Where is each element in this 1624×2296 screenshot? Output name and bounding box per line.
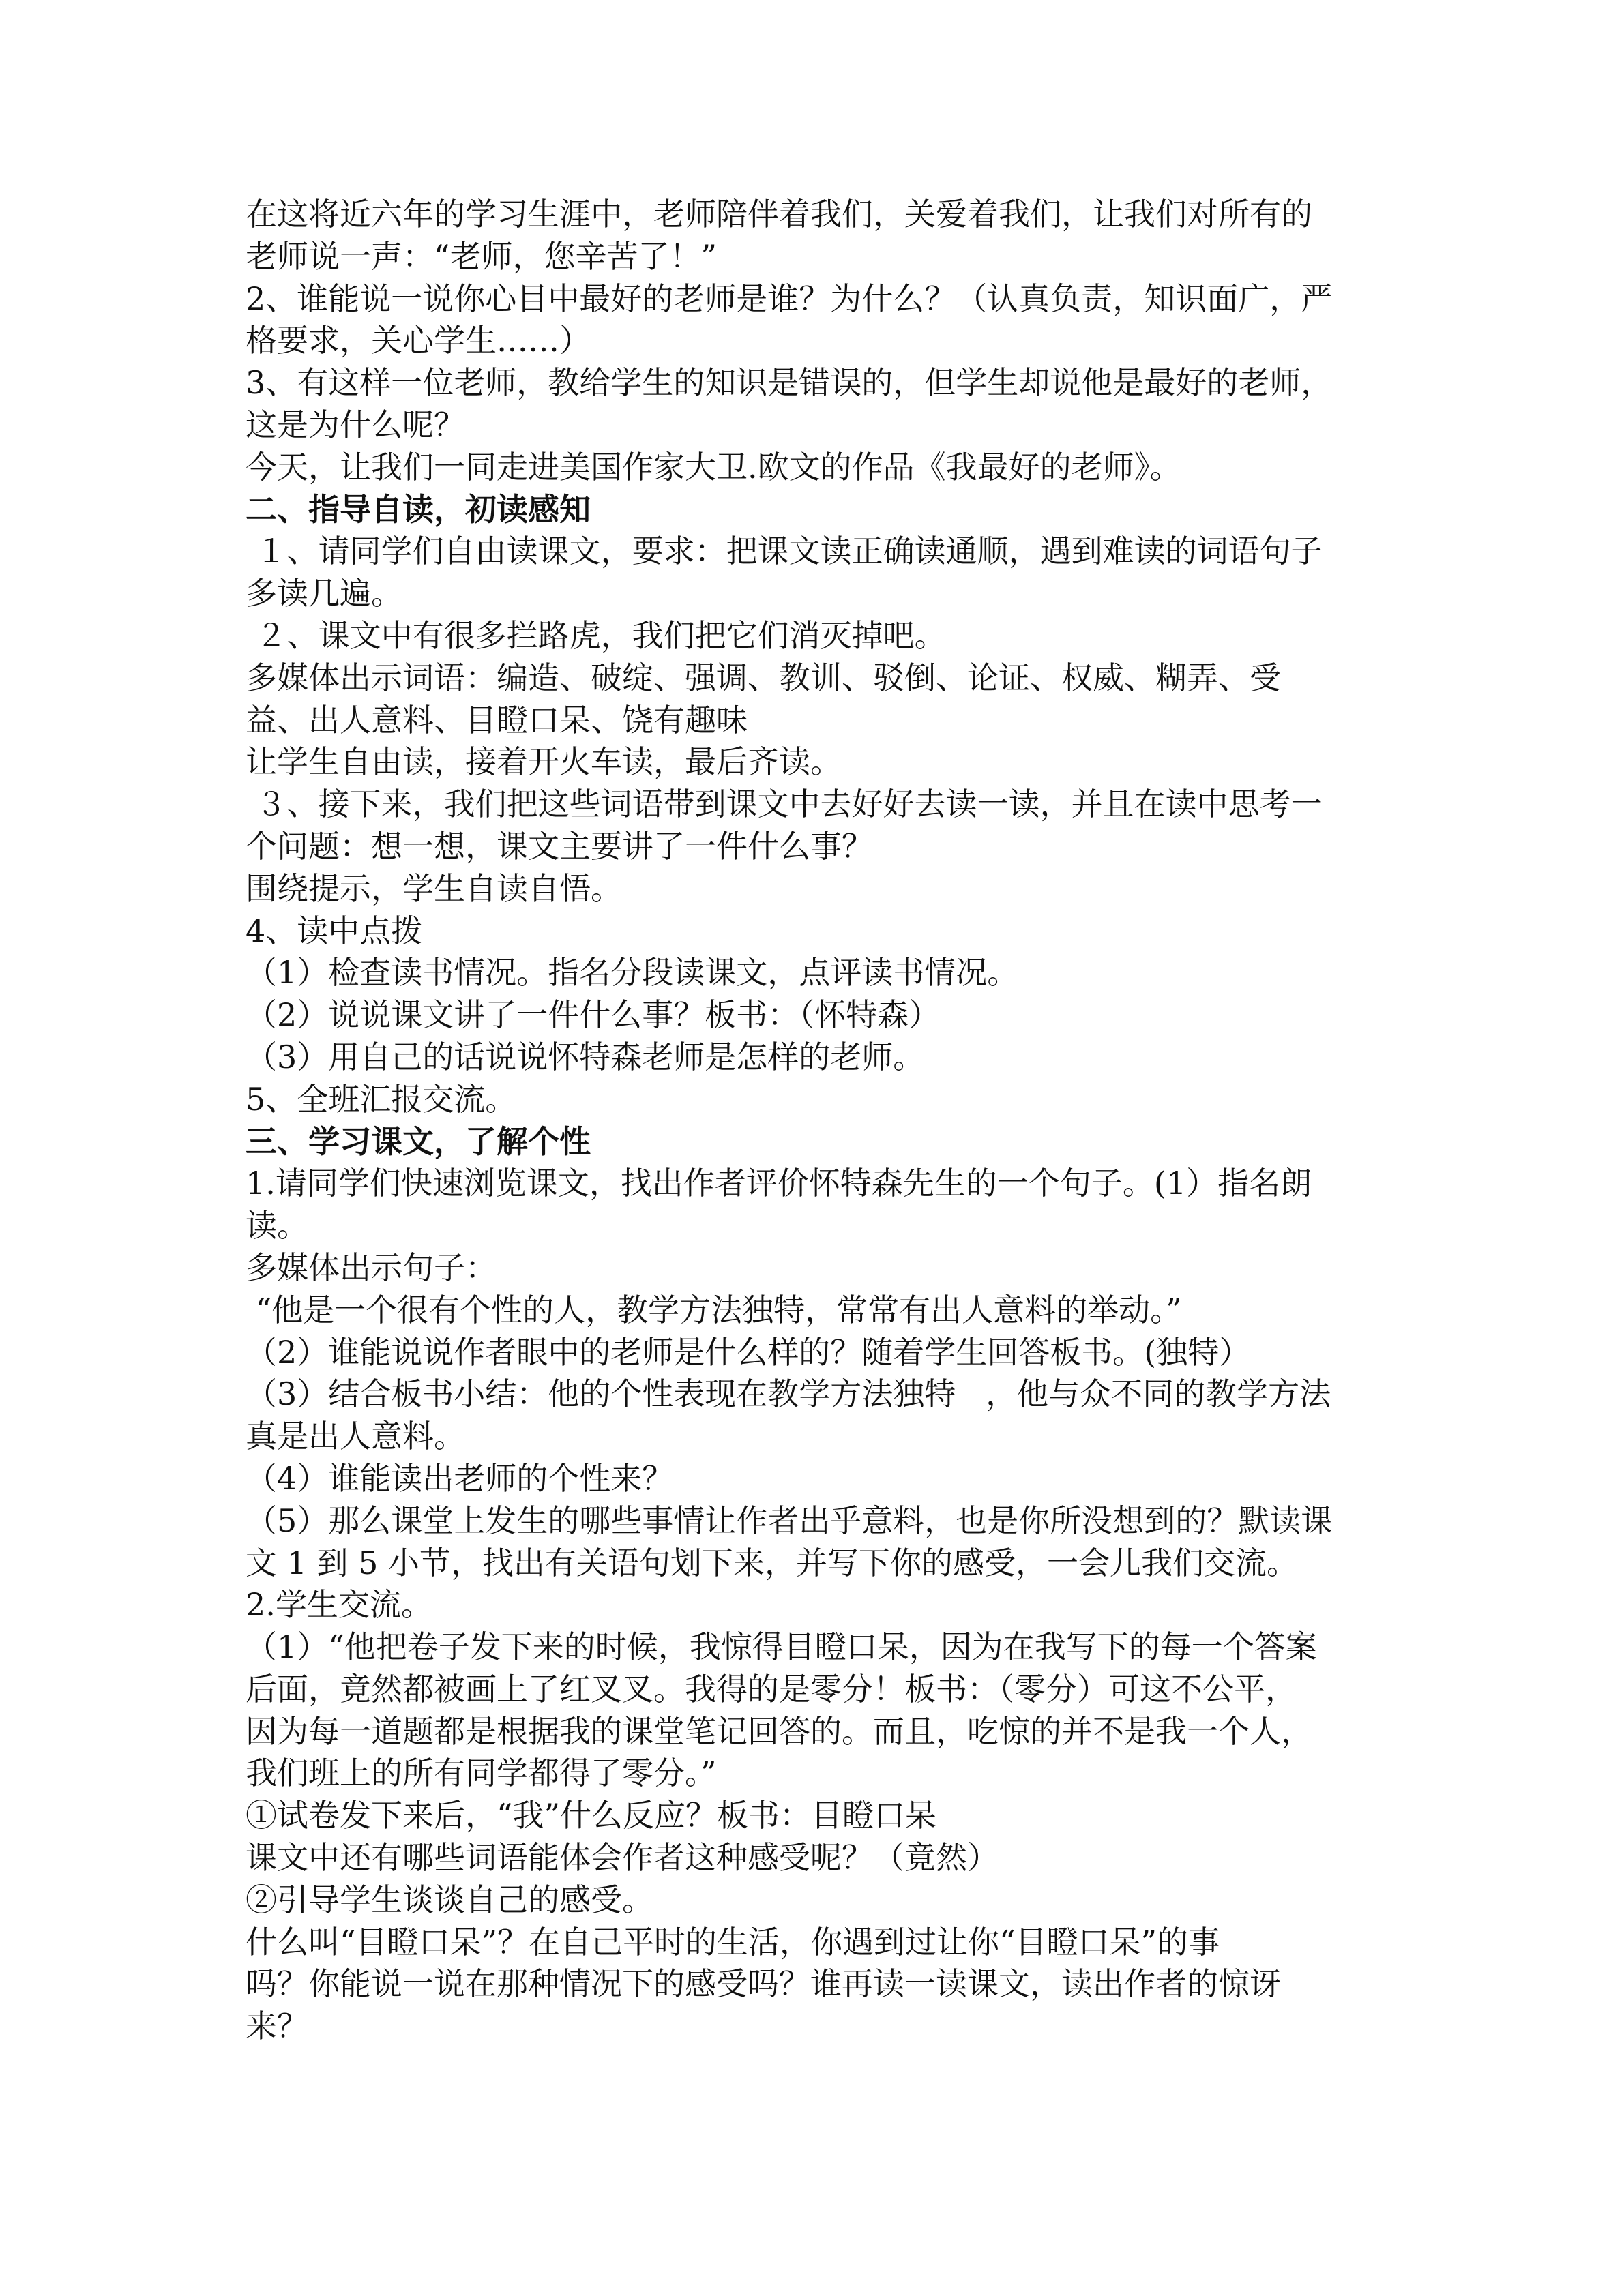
body-text-line: 吗？你能说一说在那种情况下的感受吗？谁再读一读课文，读出作者的惊讶 xyxy=(246,1965,1281,2003)
body-text-line: （3）结合板书小结：他的个性表现在教学方法独特 ，他与众不同的教学方法 xyxy=(246,1375,1331,1413)
section-heading: 二、指导自读，初读感知 xyxy=(246,490,591,528)
body-text-line: ２、课文中有很多拦路虎，我们把它们消灭掉吧。 xyxy=(246,616,946,654)
body-text-line: 让学生自由读，接着开火车读，最后齐读。 xyxy=(246,743,842,781)
body-text-line: １、请同学们自由读课文，要求：把课文读正确读通顺，遇到难读的词语句子 xyxy=(246,533,1323,570)
body-text-line: ①试卷发下来后，“我”什么反应？板书：目瞪口呆 xyxy=(246,1797,937,1834)
body-text-line: 文 1 到 5 小节，找出有关语句划下来，并写下你的感受，一会儿我们交流。 xyxy=(246,1544,1299,1581)
body-text-line: （1）“他把卷子发下来的时候，我惊得目瞪口呆，因为在我写下的每一个答案 xyxy=(246,1628,1317,1666)
body-text-line: 老师说一声：“老师，您辛苦了！” xyxy=(246,237,718,275)
body-text-line: 1.请同学们快速浏览课文，找出作者评价怀特森先生的一个句子。(1）指名朗 xyxy=(246,1165,1312,1202)
body-text-line: （4）谁能读出老师的个性来？ xyxy=(246,1459,674,1497)
body-text-line: 多读几遍。 xyxy=(246,575,402,612)
body-text-line: （2）谁能说说作者眼中的老师是什么样的？随着学生回答板书。(独特） xyxy=(246,1333,1251,1371)
body-text-line: 后面，竟然都被画上了红叉叉。我得的是零分！板书：（零分）可这不公平， xyxy=(246,1670,1297,1708)
body-text-line: 我们班上的所有同学都得了零分。” xyxy=(246,1755,717,1792)
body-text-line: ３、接下来，我们把这些词语带到课文中去好好去读一读，并且在读中思考一 xyxy=(246,786,1323,823)
body-text-line: 益、出人意料、目瞪口呆、饶有趣味 xyxy=(246,701,748,739)
body-text-line: 个问题：想一想，课文主要讲了一件什么事？ xyxy=(246,827,873,865)
body-text-line: 3、有这样一位老师，教给学生的知识是错误的，但学生却说他是最好的老师， xyxy=(246,364,1333,402)
body-text-line: 这是为什么呢？ xyxy=(246,406,465,443)
body-text-line: 课文中还有哪些词语能体会作者这种感受呢？（竟然） xyxy=(246,1839,999,1877)
body-text-line: 读。 xyxy=(246,1207,308,1244)
body-text-line: ②引导学生谈谈自己的感受。 xyxy=(246,1881,653,1918)
body-text-line: （1）检查读书情况。指名分段读课文，点评读书情况。 xyxy=(246,954,1019,992)
body-text-line: 4、读中点拨 xyxy=(246,912,423,949)
body-text-line: （5）那么课堂上发生的哪些事情让作者出乎意料，也是你所没想到的？默读课 xyxy=(246,1502,1333,1539)
document-page xyxy=(246,194,1385,2048)
body-text-line: 在这将近六年的学习生涯中，老师陪伴着我们，关爱着我们，让我们对所有的 xyxy=(246,196,1312,233)
body-text-line: （3）用自己的话说说怀特森老师是怎样的老师。 xyxy=(246,1038,925,1075)
body-text-line: 格要求，关心学生……） xyxy=(246,322,591,359)
body-text-line: 多媒体出示句子： xyxy=(246,1249,497,1286)
body-text-line: “他是一个很有个性的人，教学方法独特，常常有出人意料的举动。” xyxy=(246,1291,1182,1328)
body-text-line: 多媒体出示词语：编造、破绽、强调、教训、驳倒、论证、权威、糊弄、受 xyxy=(246,659,1281,696)
body-text-line: 什么叫“目瞪口呆”？在自己平时的生活，你遇到过让你“目瞪口呆”的事 xyxy=(246,1923,1220,1960)
body-text-line: （2）说说课文讲了一件什么事？板书：（怀特森） xyxy=(246,996,941,1034)
section-heading: 三、学习课文，了解个性 xyxy=(246,1122,591,1160)
body-text-line: 2.学生交流。 xyxy=(246,1586,432,1624)
body-text-line: 真是出人意料。 xyxy=(246,1418,465,1455)
body-text-line: 围绕提示，学生自读自悟。 xyxy=(246,869,622,907)
body-text-line: 5、全班汇报交流。 xyxy=(246,1080,517,1118)
body-text-line: 来？ xyxy=(246,2008,308,2045)
body-text-line: 今天，让我们一同走进美国作家大卫.欧文的作品《我最好的老师》。 xyxy=(246,448,1181,486)
body-text-line: 因为每一道题都是根据我的课堂笔记回答的。而且，吃惊的并不是我一个人， xyxy=(246,1712,1312,1750)
body-text-line: 2、谁能说一说你心目中最好的老师是谁？为什么？（认真负责，知识面广，严 xyxy=(246,280,1333,317)
